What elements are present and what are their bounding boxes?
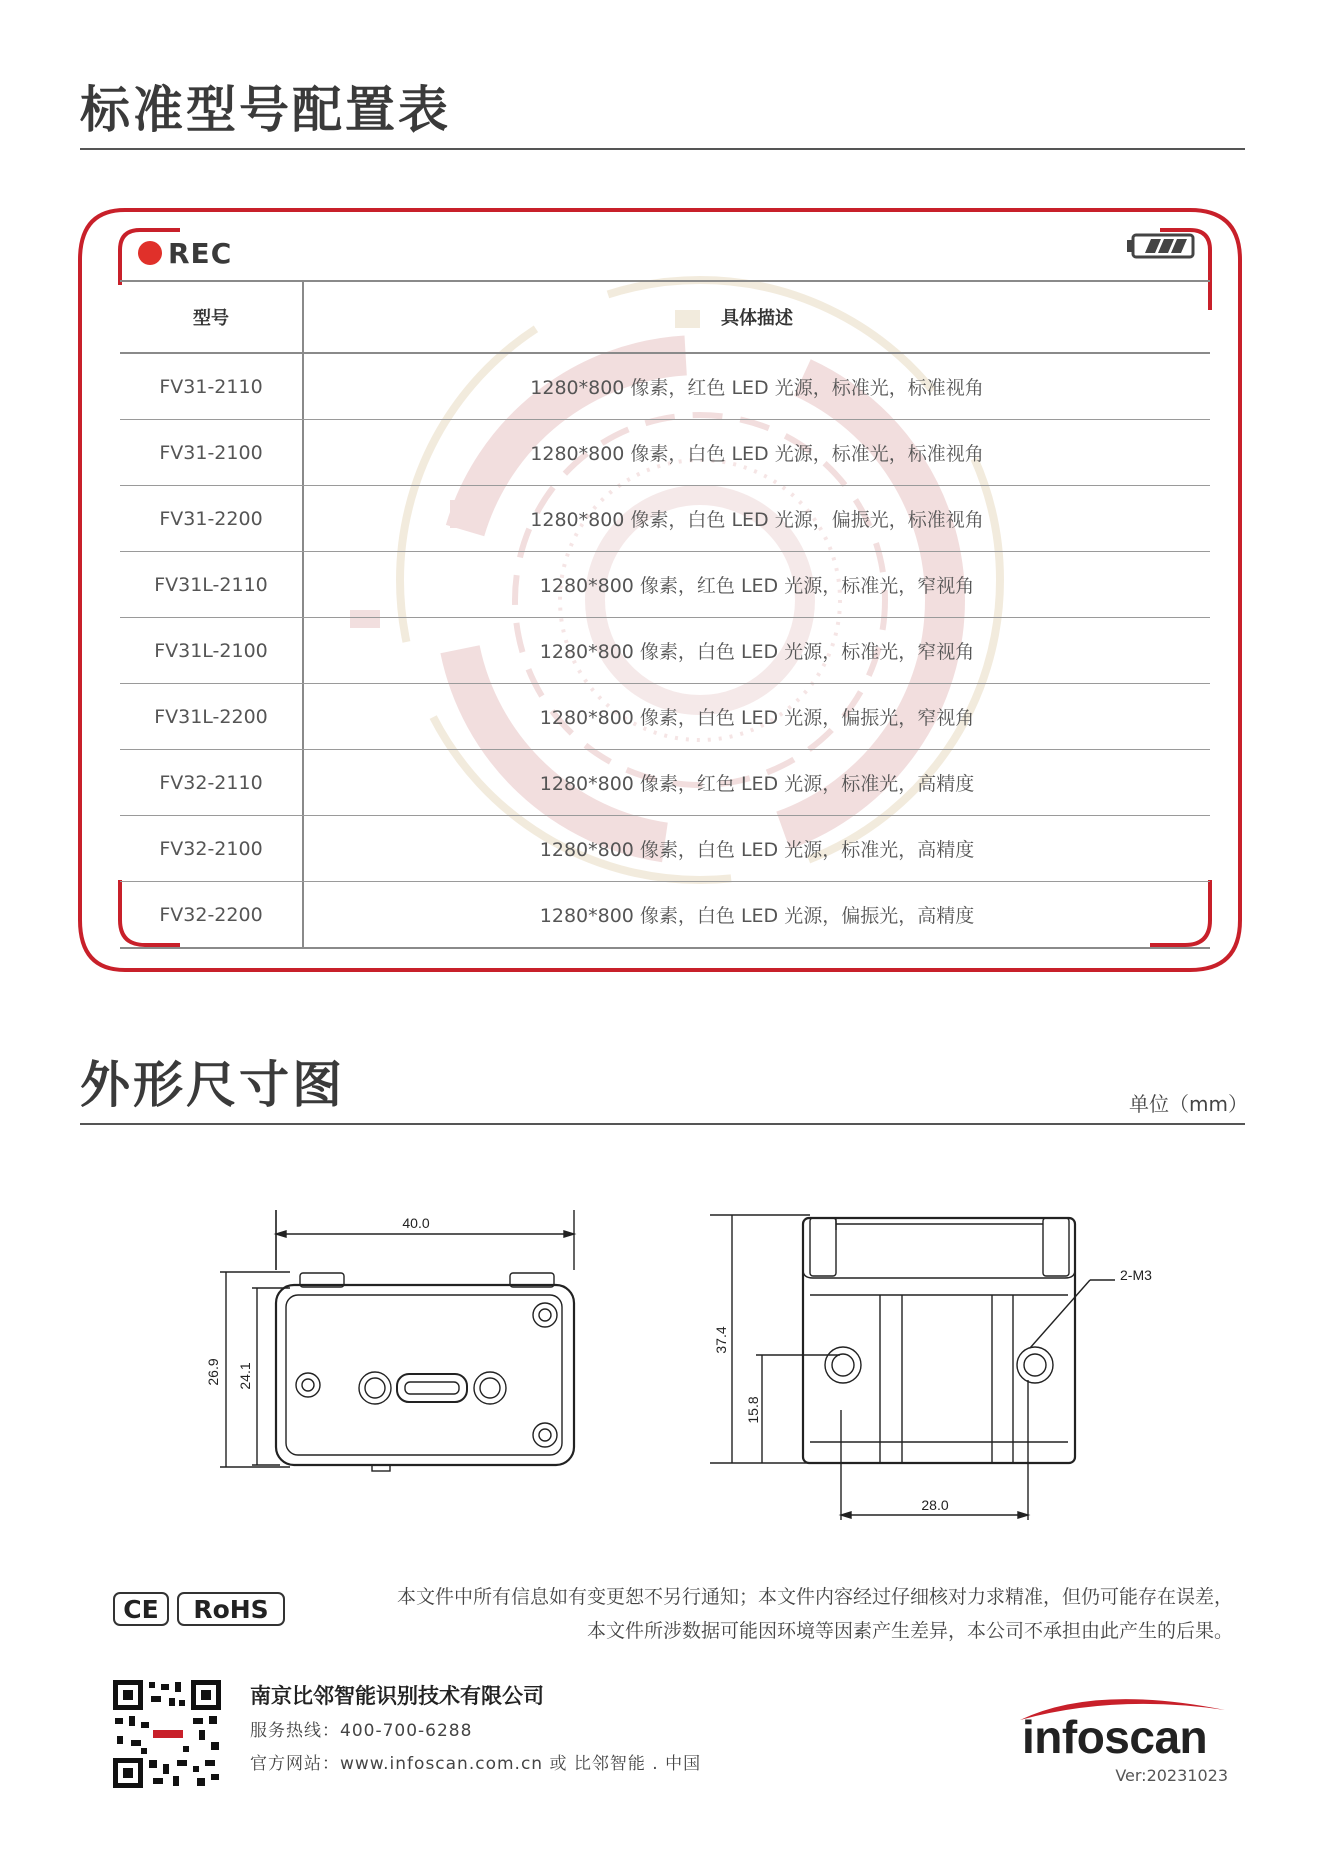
- table-row: [120, 882, 1210, 949]
- dim-height-outer-label: 26.9: [205, 1358, 221, 1386]
- cell-description: 1280*800 像素，白色 LED 光源，标准光，高精度: [539, 839, 975, 861]
- dim-hole-height-label: 15.8: [745, 1396, 761, 1424]
- table-row: [120, 684, 1210, 750]
- cell-description: 1280*800 像素，红色 LED 光源，标准光，高精度: [539, 773, 975, 795]
- version-label: Ver:20231023: [1115, 1766, 1228, 1785]
- table-row: [120, 750, 1210, 816]
- table-header-row: [120, 280, 1210, 354]
- cell-model: FV31L-2200: [120, 684, 304, 749]
- header-description: 具体描述: [721, 308, 793, 329]
- cell-description: 1280*800 像素，白色 LED 光源，偏振光，标准视角: [530, 509, 984, 531]
- cell-model: FV32-2110: [120, 750, 304, 815]
- disclaimer: [283, 1580, 1233, 1648]
- title-rule: [80, 148, 1245, 150]
- cell-model: FV31L-2110: [120, 552, 304, 617]
- disclaimer-line-2: 本文件所涉数据可能因环境等因素产生差异，本公司不承担由此产生的后果。: [586, 1620, 1233, 1642]
- front-view-drawing: [200, 1210, 600, 1500]
- dims-rule: [80, 1123, 1245, 1125]
- cell-description: 1280*800 像素，白色 LED 光源，偏振光，高精度: [539, 905, 975, 927]
- cell-model: FV31-2200: [120, 486, 304, 551]
- dims-unit: 单位（mm）: [1129, 1092, 1248, 1116]
- rec-dot-icon: [138, 241, 162, 265]
- cell-model: FV31L-2100: [120, 618, 304, 683]
- table-row: [120, 816, 1210, 882]
- disclaimer-line-1: 本文件中所有信息如有变更恕不另行通知；本文件内容经过仔细核对力求精准，但仍可能存在误差，: [396, 1586, 1233, 1608]
- brand-logo: infoscan: [1022, 1711, 1208, 1763]
- cell-model: FV31-2110: [120, 354, 304, 419]
- dim-hole-spacing-label: 28.0: [921, 1497, 949, 1513]
- cell-description: 1280*800 像素，白色 LED 光源，标准光，窄视角: [539, 641, 975, 663]
- header-model: 型号: [120, 282, 304, 352]
- table-row: [120, 420, 1210, 486]
- company-name: 南京比邻智能识别技术有限公司: [250, 1684, 544, 1708]
- thread-callout-label: 2-M3: [1120, 1267, 1152, 1283]
- cell-description: 1280*800 像素，白色 LED 光源，偏振光，窄视角: [539, 707, 975, 729]
- cell-description: 1280*800 像素，红色 LED 光源，标准光，标准视角: [530, 377, 984, 399]
- dims-title: 外形尺寸图: [80, 1056, 345, 1114]
- dim-side-height-label: 37.4: [713, 1326, 729, 1354]
- table-row: [120, 552, 1210, 618]
- cell-model: FV32-2100: [120, 816, 304, 881]
- cell-description: 1280*800 像素，白色 LED 光源，标准光，标准视角: [530, 443, 984, 465]
- cell-description: 1280*800 像素，红色 LED 光源，标准光，窄视角: [539, 575, 975, 597]
- table-row: [120, 486, 1210, 552]
- service-hotline: 服务热线：400-700-6288: [250, 1721, 473, 1741]
- side-view-drawing: [710, 1200, 1180, 1530]
- dim-width-label: 40.0: [402, 1215, 430, 1231]
- rohs-mark: RoHS: [177, 1592, 285, 1626]
- official-website: 官方网站：www.infoscan.com.cn 或 比邻智能 . 中国: [250, 1754, 702, 1774]
- model-config-table: [120, 280, 1210, 949]
- dim-height-inner-label: 24.1: [237, 1362, 253, 1390]
- qr-code-icon: [113, 1680, 221, 1788]
- rec-label: REC: [168, 237, 233, 270]
- table-row: [120, 618, 1210, 684]
- battery-icon: [1127, 235, 1193, 257]
- cell-model: FV32-2200: [120, 882, 304, 947]
- config-title: 标准型号配置表: [80, 81, 451, 139]
- cell-model: FV31-2100: [120, 420, 304, 485]
- ce-mark: CE: [113, 1592, 169, 1626]
- table-row: [120, 354, 1210, 420]
